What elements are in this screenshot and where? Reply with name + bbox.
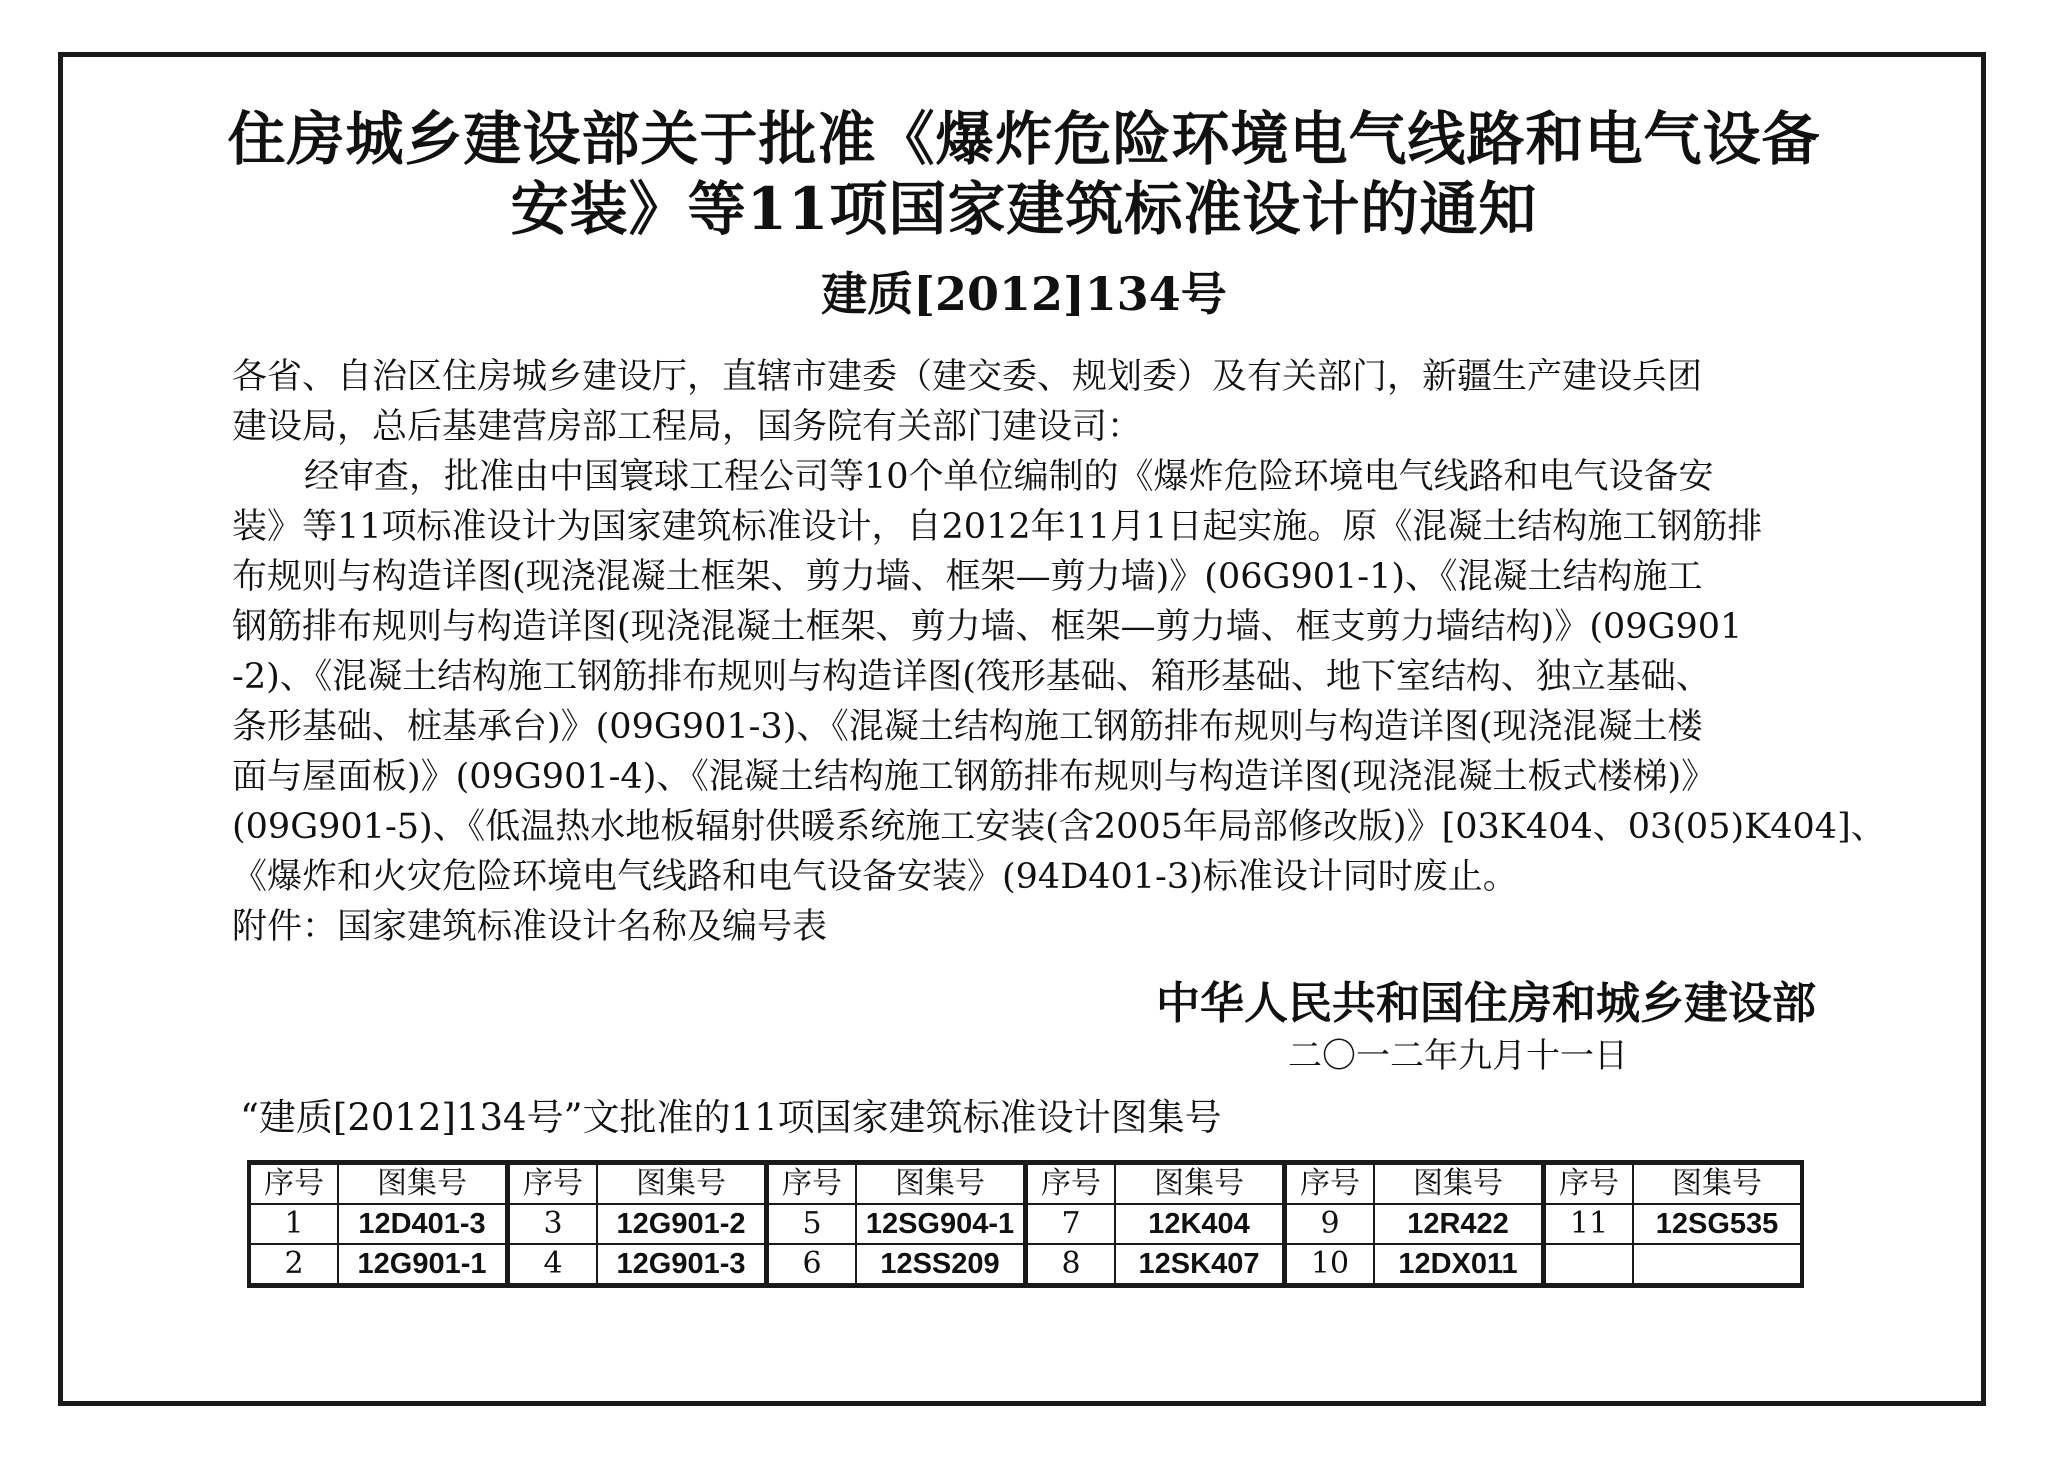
cell-code: 12SG535 xyxy=(1633,1204,1802,1244)
cell-no xyxy=(1544,1244,1634,1286)
header-code: 图集号 xyxy=(856,1163,1026,1205)
body-line: 《爆炸和火灾危险环境电气线路和电气设备安装》(94D401-3)标准设计同时废止。 xyxy=(232,857,1518,897)
header-code: 图集号 xyxy=(1374,1163,1544,1205)
body-line: 布规则与构造详图(现浇混凝土框架、剪力墙、框架—剪力墙)》(06G901-1)、《混凝土结构施工 xyxy=(232,557,1703,597)
table-header-row xyxy=(249,1163,1802,1205)
notice-body xyxy=(232,352,1886,952)
cell-code xyxy=(1633,1244,1802,1286)
cell-code: 12G901-2 xyxy=(597,1204,767,1244)
cell-no: 7 xyxy=(1026,1204,1116,1244)
cell-code: 12SK407 xyxy=(1115,1244,1285,1286)
notice-title-line-2: 安装》等11项国家建筑标准设计的通知 xyxy=(510,175,1538,243)
cell-code: 12G901-1 xyxy=(338,1244,508,1286)
header-code: 图集号 xyxy=(597,1163,767,1205)
cell-no: 5 xyxy=(767,1204,857,1244)
cell-code: 12SS209 xyxy=(856,1244,1026,1286)
body-line: (09G901-5)、《低温热水地板辐射供暖系统施工安装(含2005年局部修改版)》[03K404、03(05)K404]、 xyxy=(232,807,1886,847)
table-row xyxy=(249,1244,1802,1286)
cell-code: 12DX011 xyxy=(1374,1244,1544,1286)
cell-code: 12R422 xyxy=(1374,1204,1544,1244)
attachment-line: 附件：国家建筑标准设计名称及编号表 xyxy=(232,907,828,947)
cell-code: 12G901-3 xyxy=(597,1244,767,1286)
table-caption: “建质[2012]134号”文批准的11项国家建筑标准设计图集号 xyxy=(240,1096,1222,1139)
signature-date: 二〇一二年九月十一日 xyxy=(1288,1036,1628,1076)
body-line: 经审查，批准由中国寰球工程公司等10个单位编制的《爆炸危险环境电气线路和电气设备安 xyxy=(304,457,1714,497)
header-no: 序号 xyxy=(249,1163,338,1205)
cell-no: 8 xyxy=(1026,1244,1116,1286)
cell-code: 12K404 xyxy=(1115,1204,1285,1244)
atlas-number-table xyxy=(247,1160,1804,1288)
header-no: 序号 xyxy=(508,1163,598,1205)
notice-title-line-1: 住房城乡建设部关于批准《爆炸危险环境电气线路和电气设备 xyxy=(227,105,1821,173)
header-code: 图集号 xyxy=(1115,1163,1285,1205)
body-line: 钢筋排布规则与构造详图(现浇混凝土框架、剪力墙、框架—剪力墙、框支剪力墙结构)》(09G901 xyxy=(232,607,1743,647)
body-line: 建设局，总后基建营房部工程局，国务院有关部门建设司： xyxy=(232,407,1143,447)
cell-no: 10 xyxy=(1285,1244,1375,1286)
cell-no: 11 xyxy=(1544,1204,1634,1244)
header-no: 序号 xyxy=(1544,1163,1634,1205)
body-line: 装》等11项标准设计为国家建筑标准设计，自2012年11月1日起实施。原《混凝土结构施工钢筋排 xyxy=(232,507,1763,547)
cell-code: 12D401-3 xyxy=(338,1204,508,1244)
signature-organization: 中华人民共和国住房和城乡建设部 xyxy=(1156,978,1816,1029)
body-line: 条形基础、桩基承台)》(09G901-3)、《混凝土结构施工钢筋排布规则与构造详图(现浇混凝土楼 xyxy=(232,707,1703,747)
body-line: -2)、《混凝土结构施工钢筋排布规则与构造详图(筏形基础、箱形基础、地下室结构、独立基础、 xyxy=(232,657,1711,697)
cell-no: 3 xyxy=(508,1204,598,1244)
document-number: 建质[2012]134号 xyxy=(821,267,1227,321)
header-no: 序号 xyxy=(767,1163,857,1205)
cell-no: 4 xyxy=(508,1244,598,1286)
cell-no: 1 xyxy=(249,1204,338,1244)
table-row xyxy=(249,1204,1802,1244)
header-code: 图集号 xyxy=(1633,1163,1802,1205)
header-no: 序号 xyxy=(1285,1163,1375,1205)
cell-code: 12SG904-1 xyxy=(856,1204,1026,1244)
cell-no: 2 xyxy=(249,1244,338,1286)
cell-no: 6 xyxy=(767,1244,857,1286)
header-no: 序号 xyxy=(1026,1163,1116,1205)
cell-no: 9 xyxy=(1285,1204,1375,1244)
body-line: 各省、自治区住房城乡建设厅，直辖市建委（建交委、规划委）及有关部门，新疆生产建设兵团 xyxy=(232,357,1703,397)
body-line: 面与屋面板)》(09G901-4)、《混凝土结构施工钢筋排布规则与构造详图(现浇混凝土板式楼梯)》 xyxy=(232,757,1717,797)
header-code: 图集号 xyxy=(338,1163,508,1205)
